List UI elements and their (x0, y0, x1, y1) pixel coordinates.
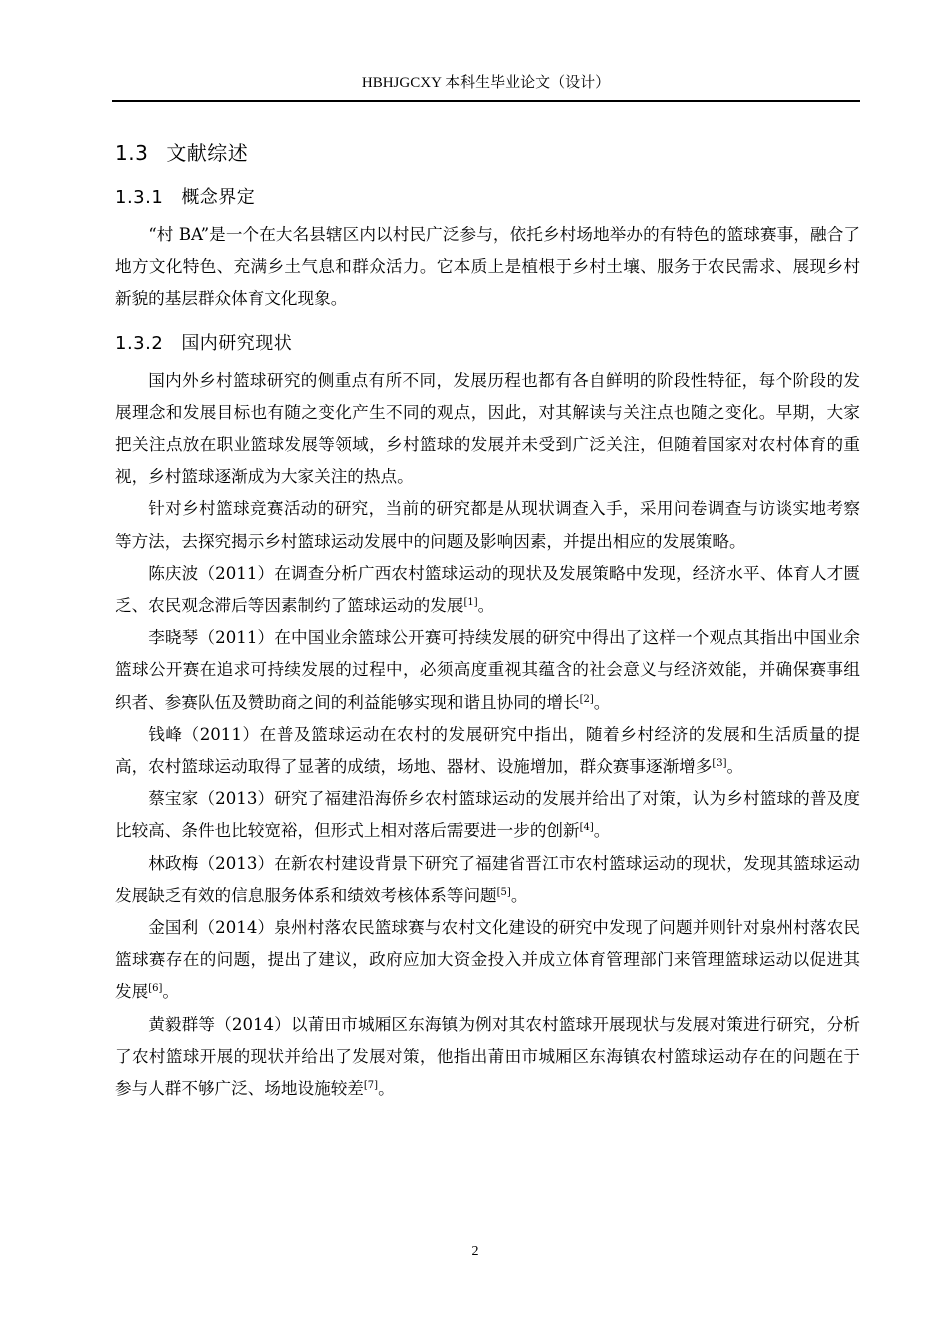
paragraph-tail: 。 (593, 692, 611, 712)
paragraph-text: 针对乡村篮球竞赛活动的研究，当前的研究都是从现状调查入手，采用问卷调查与访谈实地考察等方法，去探究揭示乡村篮球运动发展中的问题及影响因素，并提出相应的发展策略。 (115, 499, 860, 551)
paragraph (115, 493, 860, 557)
citation: [4] (579, 822, 594, 834)
paragraph-text: 黄毅群等（2014）以莆田市城厢区东海镇为例对其农村篮球开展现状与发展对策进行研究，分析了农村篮球开展的现状并给出了发展对策，他指出莆田市城厢区东海镇农村篮球运动存在的问题在于参与人群不够广泛、场地设施较差 (115, 1014, 860, 1099)
paragraph (115, 719, 860, 783)
paragraph (115, 912, 860, 1009)
paragraph-text: 陈庆波（2011）在调查分析广西农村篮球运动的现状及发展策略中发现，经济水平、体育人才匮乏、农民观念滞后等因素制约了篮球运动的发展 (115, 563, 860, 616)
paragraph-text: 李晓琴（2011）在中国业余篮球公开赛可持续发展的研究中得出了这样一个观点其指出中国业余篮球公开赛在追求可持续发展的过程中，必须高度重视其蕴含的社会意义与经济效能，并确保赛事组织者、参赛队伍及赞助商之间的利益能够实现和谐且协同的增长 (115, 628, 860, 712)
paragraph-tail: 。 (726, 757, 744, 777)
citation: [1] (463, 597, 478, 609)
page-header: HBHJGCXY 本科生毕业论文（设计） (361, 75, 611, 91)
subsection-title: 概念界定 (181, 187, 256, 208)
citation: [2] (579, 693, 594, 705)
page-number: 2 (471, 1244, 479, 1259)
subsection-heading (115, 329, 860, 359)
subsection-heading (115, 183, 860, 213)
paragraph-tail: 。 (510, 885, 528, 905)
paragraph-text: 国内外乡村篮球研究的侧重点有所不同，发展历程也都有各自鲜明的阶段性特征，每个阶段的发展理念和发展目标也有随之变化产生不同的观点，因此，对其解读与关注点也随之变化。早期，大家把关注点放在职业篮球发展等领域，乡村篮球的发展并未受到广泛关注，但随着国家对农村体育的重视，乡村篮球逐渐成为大家关注的热点。 (115, 370, 860, 487)
subsection-number: 1.3.1 (115, 187, 164, 208)
subsection-title: 国内研究现状 (181, 332, 293, 354)
header-rule (112, 100, 860, 102)
paragraph (115, 783, 860, 847)
paragraph-tail: 。 (378, 1079, 395, 1099)
paragraph-text: 林政梅（2013）在新农村建设背景下研究了福建省晋江市农村篮球运动的现状，发现其篮球运动发展缺乏有效的信息服务体系和绩效考核体系等问题 (115, 853, 860, 905)
section-heading (115, 137, 860, 169)
paragraph (115, 848, 860, 912)
citation: [6] (148, 983, 163, 995)
paragraph-text: 蔡宝家（2013）研究了福建沿海侨乡农村篮球运动的发展并给出了对策，认为乡村篮球的普及度比较高、条件也比较宽裕，但形式上相对落后需要进一步的创新 (115, 789, 860, 841)
citation: [5] (496, 886, 511, 898)
paragraph (115, 219, 860, 316)
paragraph-tail: 。 (593, 821, 611, 841)
page-body (115, 137, 860, 1105)
section-title: 文献综述 (166, 141, 249, 165)
subsection-number: 1.3.2 (115, 332, 164, 354)
paragraph-text: “村 BA”是一个在大名县辖区内以村民广泛参与，依托乡村场地举办的有特色的篮球赛事，融合了地方文化特色、充满乡土气息和群众活力。它本质上是植根于乡村土壤、服务于农民需求、展现乡村新貌的基层群众体育文化现象。 (115, 225, 860, 309)
citation: [3] (712, 758, 727, 770)
paragraph (115, 1009, 860, 1106)
paragraph (115, 365, 860, 494)
paragraph-tail: 。 (162, 982, 179, 1002)
section-number: 1.3 (115, 141, 149, 165)
paragraph (115, 558, 860, 622)
paragraph-text: 钱峰（2011）在普及篮球运动在农村的发展研究中指出，随着乡村经济的发展和生活质量的提高，农村篮球运动取得了显著的成绩，场地、器材、设施增加，群众赛事逐渐增多 (115, 724, 860, 777)
paragraph (115, 622, 860, 719)
paragraph-tail: 。 (477, 596, 495, 616)
citation: [7] (363, 1080, 379, 1092)
paragraph-text: 金国利（2014）泉州村落农民篮球赛与农村文化建设的研究中发现了问题并则针对泉州村落农民篮球赛存在的问题，提出了建议，政府应加大资金投入并成立体育管理部门来管理篮球运动以促进其发展 (115, 918, 860, 1002)
